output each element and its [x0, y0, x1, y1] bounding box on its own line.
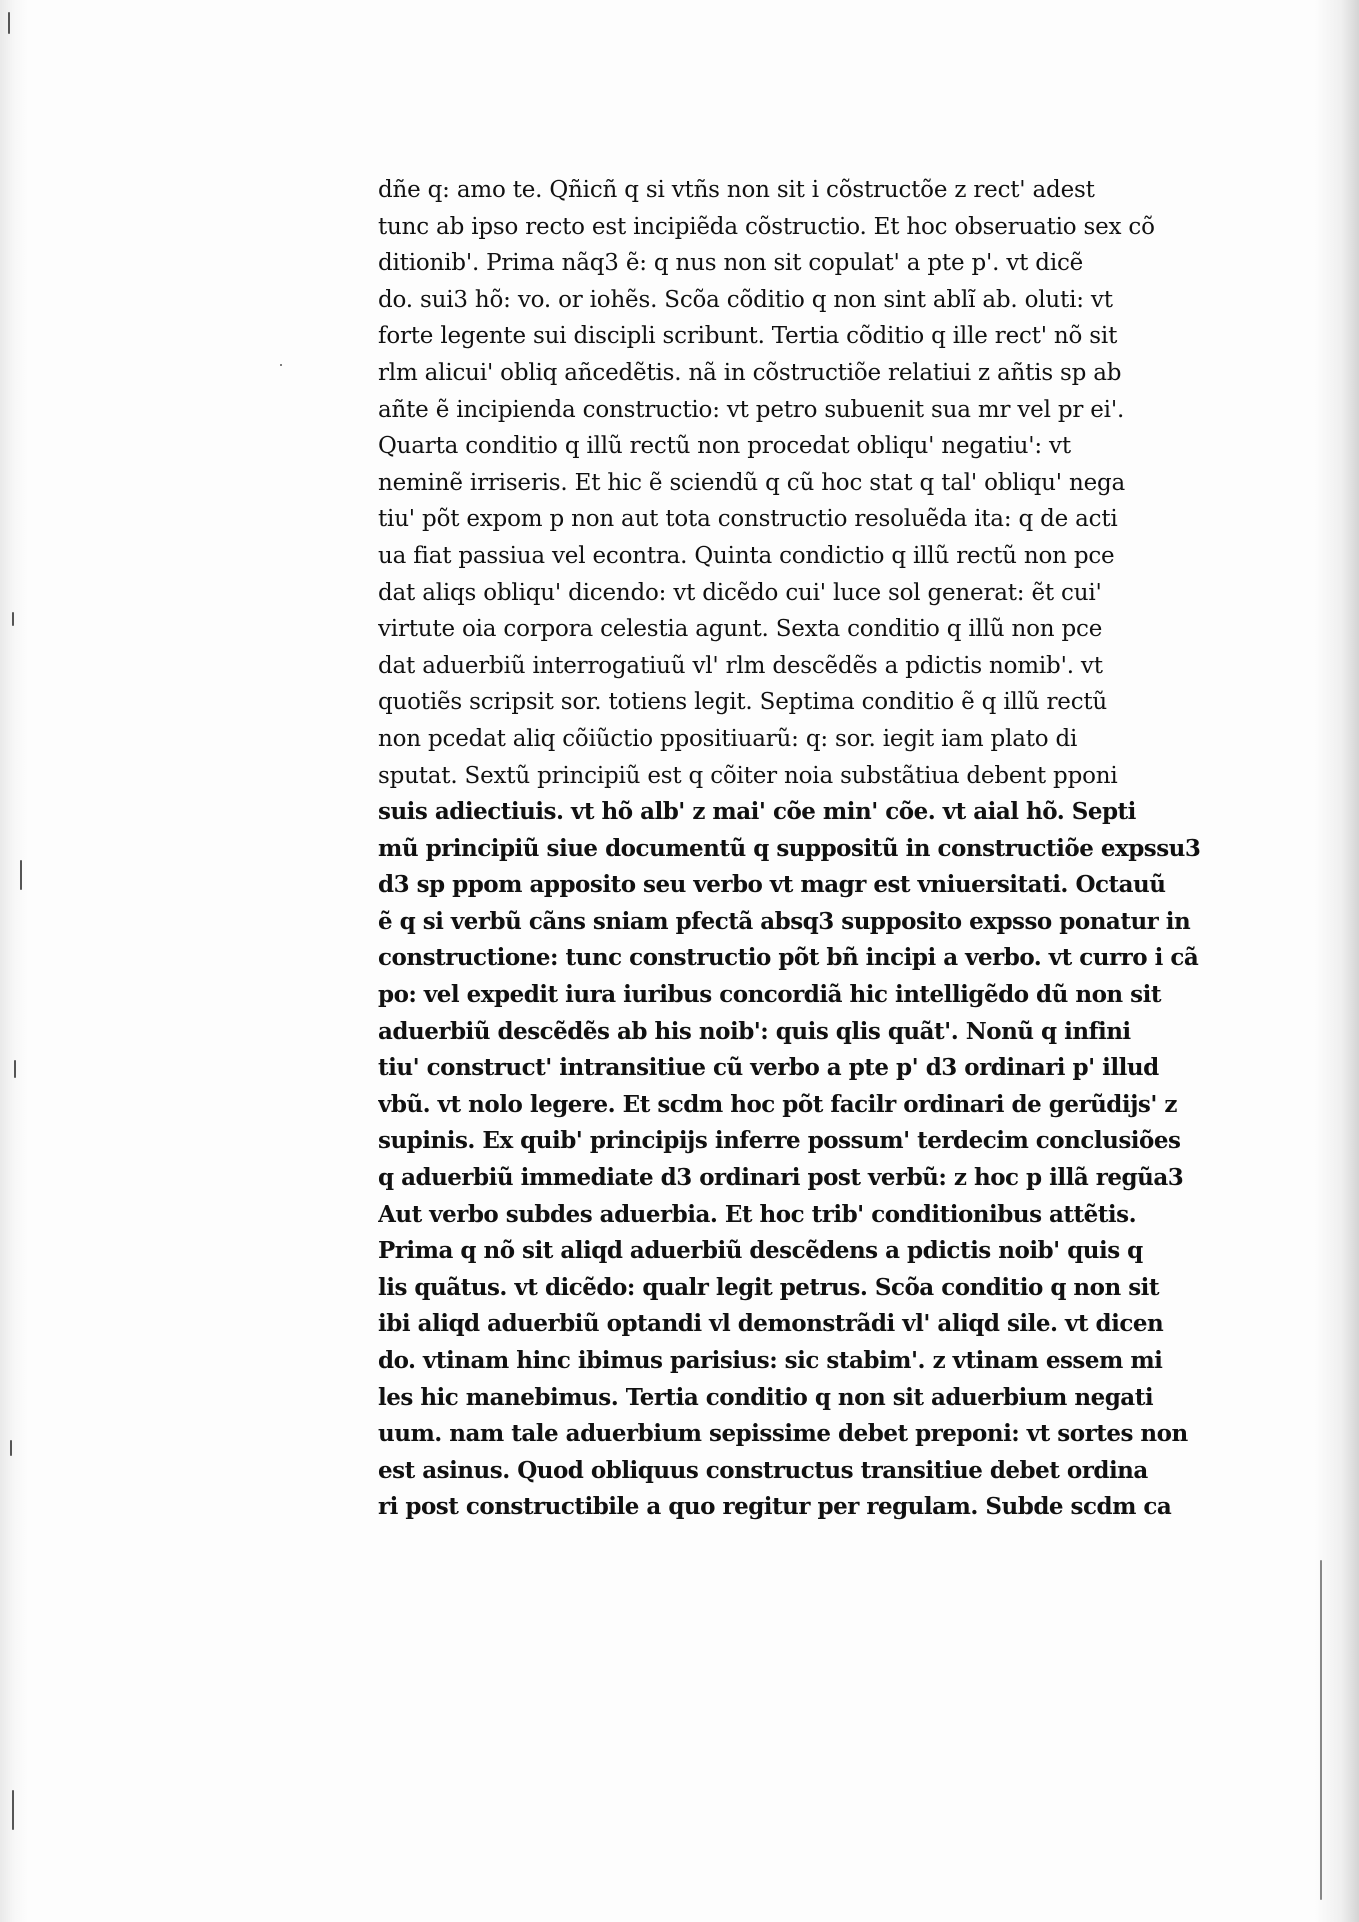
text-line: uum. nam tale aduerbium sepissime debet preponi: vt sortes non [378, 1420, 1188, 1448]
text-line: dat aduerbiũ interrogatiuũ vl' rlm descẽdẽs a pdictis nomib'. vt [378, 652, 1103, 679]
text-line: Prima q nõ sit aliqd aduerbiũ descẽdens a pdictis noib' quis q [378, 1237, 1143, 1265]
text-line: tunc ab ipso recto est incipiẽda cõstructio. Et hoc obseruatio sex cõ [378, 213, 1155, 240]
text-line: ẽ q si verbũ cãns sniam pfectã absq3 supposito expsso ponatur in [378, 907, 1191, 935]
scan-speck [8, 12, 10, 34]
scan-speck [10, 1440, 12, 1456]
text-line: ri post constructibile a quo regitur per regulam. Subde scdm ca [378, 1493, 1172, 1521]
text-line: do. sui3 hõ: vo. or iohẽs. Scõa cõditio q non sint ablĩ ab. oluti: vt [378, 286, 1113, 313]
text-line: mũ principiũ siue documentũ q suppositũ in constructiõe expssu3 [378, 834, 1201, 862]
text-line: ua fiat passiua vel econtra. Quinta condictio q illũ rectũ non pce [378, 542, 1115, 569]
text-line: virtute oia corpora celestia agunt. Sexta conditio q illũ non pce [378, 616, 1103, 643]
text-line: Aut verbo subdes aduerbia. Et hoc trib' conditionibus attẽtis. [378, 1200, 1137, 1228]
text-line: dat aliqs obliqu' dicendo: vt dicẽdo cui' luce sol generat: ẽt cui' [378, 579, 1102, 606]
scan-speck [1320, 1560, 1322, 1900]
text-line: tiu' põt expom p non aut tota constructio resoluẽda ita: q de acti [378, 506, 1118, 533]
text-line: sputat. Sextũ principiũ est q cõiter noia substãtiua debent pponi [378, 762, 1118, 789]
text-line: constructione: tunc constructio põt bñ incipi a verbo. vt curro i cã [378, 944, 1199, 972]
scan-speck [12, 612, 14, 626]
text-line: vbũ. vt nolo legere. Et scdm hoc põt facilr ordinari de gerũdijs' z [378, 1090, 1177, 1118]
text-line: neminẽ irriseris. Et hic ẽ sciendũ q cũ hoc stat q tal' obliqu' nega [378, 469, 1126, 496]
text-line: do. vtinam hinc ibimus parisius: sic stabim'. z vtinam essem mi [378, 1347, 1163, 1374]
text-line: q aduerbiũ immediate d3 ordinari post verbũ: z hoc p illã regũa3 [378, 1164, 1184, 1192]
text-line: non pcedat aliq cõiũctio ppositiuarũ: q: sor. iegit iam plato di [378, 725, 1078, 752]
text-line: tiu' construct' intransitiue cũ verbo a pte p' d3 ordinari p' illud [378, 1054, 1159, 1082]
scan-edge-left [0, 0, 28, 1922]
text-line: po: vel expedit iura iuribus concordiã hic intelligẽdo dũ non sit [378, 981, 1161, 1009]
text-line: rlm alicui' obliq añcedẽtis. nã in cõstructiõe relatiui z añtis sp ab [378, 359, 1122, 386]
scan-speck [12, 1790, 14, 1830]
text-line: supinis. Ex quib' principijs inferre possum' terdecim conclusiões [378, 1127, 1181, 1155]
page-text [378, 172, 1208, 1526]
text-line: est asinus. Quod obliquus constructus transitiue debet ordina [378, 1456, 1148, 1484]
text-line: d3 sp ppom apposito seu verbo vt magr est vniuersitati. Octauũ [378, 871, 1166, 899]
scan-speck [14, 1060, 16, 1078]
text-line: Quarta conditio q illũ rectũ non procedat obliqu' negatiu': vt [378, 433, 1071, 460]
text-line: suis adiectiuis. vt hõ alb' z mai' cõe min' cõe. vt aial hõ. Septi [378, 798, 1136, 826]
text-line: añte ẽ incipienda constructio: vt petro subuenit sua mr vel pr ei'. [378, 396, 1125, 423]
text-line: dñe q: amo te. Qñicñ q si vtñs non sit i cõstructõe z rect' adest [378, 177, 1095, 203]
scan-speck [20, 860, 22, 890]
text-line: forte legente sui discipli scribunt. Tertia cõditio q ille rect' nõ sit [378, 323, 1118, 350]
scan-speck [280, 364, 282, 366]
text-line: ditionib'. Prima nãq3 ẽ: q nus non sit copulat' a pte p'. vt dicẽ [378, 250, 1084, 277]
text-line: ibi aliqd aduerbiũ optandi vl demonstrãdi vl' aliqd sile. vt dicen [378, 1310, 1164, 1338]
text-line: quotiẽs scripsit sor. totiens legit. Septima conditio ẽ q illũ rectũ [378, 689, 1108, 716]
text-line: lis quãtus. vt dicẽdo: qualr legit petrus. Scõa conditio q non sit [378, 1273, 1160, 1301]
text-line: les hic manebimus. Tertia conditio q non sit aduerbium negati [378, 1383, 1154, 1411]
text-line: aduerbiũ descẽdẽs ab his noib': quis qlis quãt'. Nonũ q infini [378, 1017, 1131, 1045]
